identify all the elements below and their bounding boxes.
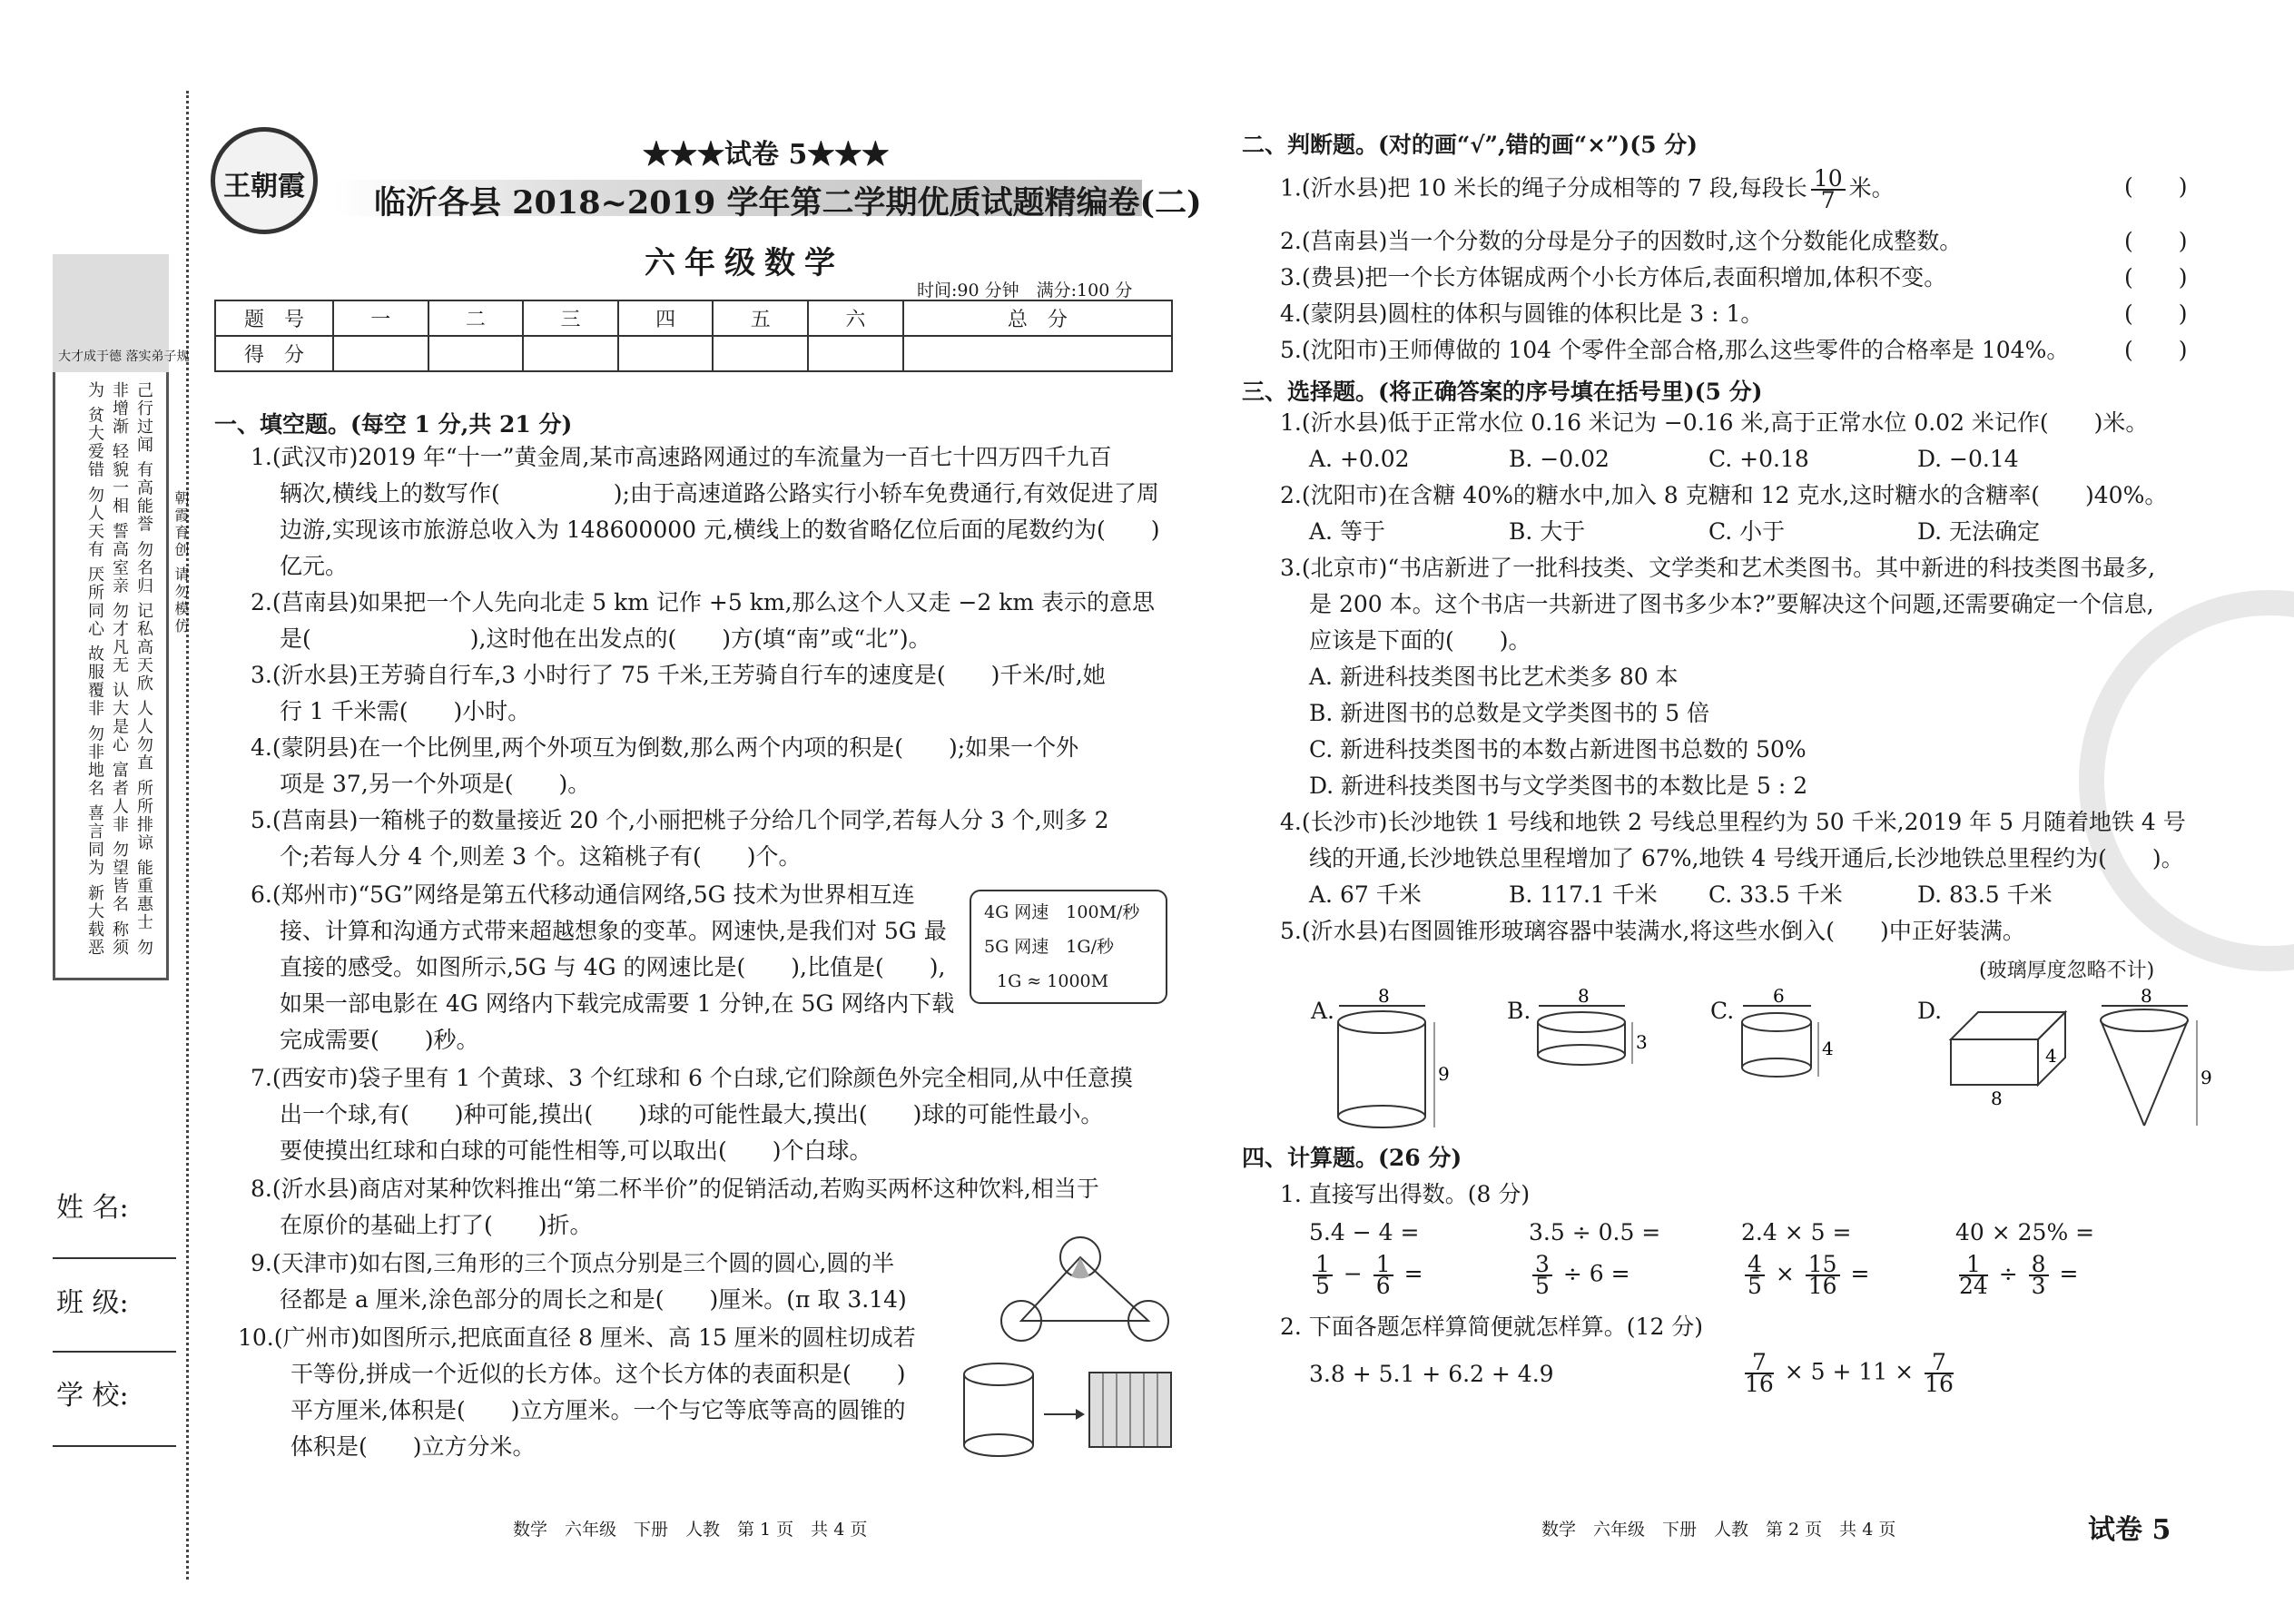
s2-q2-answer[interactable]: ( ) <box>2124 228 2188 254</box>
s2-q4-answer[interactable]: ( ) <box>2124 300 2188 327</box>
calc-8[interactable] <box>1955 1251 2079 1299</box>
frac-den: 5 <box>1315 1273 1330 1299</box>
section1-heading: 一、填空题。(每空 1 分,共 21 分) <box>214 411 573 438</box>
calc-7[interactable] <box>1741 1251 1870 1299</box>
s3-q5-note: (玻璃厚度忽略不计) <box>1979 960 2155 982</box>
fraction <box>2029 1251 2049 1299</box>
s3-q4-opt-a[interactable]: A. 67 千米 <box>1309 881 1422 908</box>
school-line[interactable] <box>53 1445 176 1447</box>
section4-heading: 四、计算题。(26 分) <box>1242 1145 1462 1171</box>
simplify-2[interactable] <box>1741 1349 1957 1397</box>
s3-q3-opt-b[interactable]: B. 新进图书的总数是文学类图书的 5 倍 <box>1309 700 1710 726</box>
s1-q1-line1: 1.(武汉市)2019 年“十一”黄金周,某市高速路网通过的车流量为一百七十四万四千九百 <box>251 444 1112 470</box>
calc-1[interactable]: 5.4 − 4 = <box>1309 1219 1420 1245</box>
frac-num: 1 <box>1373 1255 1393 1276</box>
fraction <box>1373 1251 1393 1299</box>
fig-d-cuboid <box>1947 1003 2074 1109</box>
s1-q10-line4: 体积是( )立方分米。 <box>290 1433 536 1460</box>
s3-q4-line1: 4.(长沙市)长沙地铁 1 号线和地铁 2 号线总里程约为 50 千米,2019 年 5 月随着地铁 4 号 <box>1280 809 2186 835</box>
footer-paper-tag: 试卷 5 <box>2088 1514 2171 1546</box>
fraction <box>1313 1251 1333 1299</box>
s1-q8-line2: 在原价的基础上打了( )折。 <box>280 1212 593 1238</box>
fig-c-width: 6 <box>1773 985 1785 1007</box>
fraction <box>1806 1251 1840 1299</box>
fig-a-label[interactable]: A. <box>1311 998 1335 1024</box>
score-header-cell: 总 分 <box>903 300 1172 336</box>
fraction <box>1532 1251 1552 1299</box>
s3-q2-opt-b[interactable]: B. 大于 <box>1509 518 1586 545</box>
operator: − <box>1343 1260 1363 1287</box>
equals: = <box>2059 1260 2079 1287</box>
score-header-cell: 题 号 <box>215 300 333 336</box>
footer-left: 数学 六年级 下册 人教 第 1 页 共 4 页 <box>513 1520 868 1540</box>
s3-q1-opt-d[interactable]: D. −0.14 <box>1917 446 2019 472</box>
calc-3[interactable]: 2.4 × 5 = <box>1741 1219 1852 1245</box>
motto-body: 己行过闻 有高能誉 勿名归 记私高天欣 人人勿直 所所排谅 能重惠士 勿非增渐 轻貌一相 誓高室亲 勿才凡无 认大是心 富者人非 勿望皆名 称须为 贫大爱错 勿人天有 厌所同心 故服覆非 勿非地名 喜言同为 新大载恶 <box>85 381 153 958</box>
simplify-1[interactable]: 3.8 + 5.1 + 6.2 + 4.9 <box>1309 1361 1554 1387</box>
frac-num: 7 <box>1745 1353 1774 1374</box>
frac-den: 16 <box>1745 1371 1774 1397</box>
three-circles-figure <box>999 1235 1171 1334</box>
school-label: 学 校: <box>56 1380 129 1412</box>
vertical-note: 朝霞育创 请勿模仿 <box>172 490 190 636</box>
time-info: 时间:90 分钟 满分:100 分 <box>917 281 1133 300</box>
frac-num: 1 <box>1959 1255 1988 1276</box>
s1-q2-line1: 2.(莒南县)如果把一个人先向北走 5 km 记作 +5 km,那么这个人又走 −2 km 表示的意思 <box>251 589 1156 615</box>
fig-a-cylinder <box>1334 985 1452 1144</box>
cone-width: 8 <box>2141 985 2152 1007</box>
s2-q1-unit: 米。 <box>1848 174 1895 202</box>
fig-c-cylinder <box>1738 985 1838 1107</box>
s3-q4-opt-d[interactable]: D. 83.5 千米 <box>1917 881 2053 908</box>
frac-num: 4 <box>1745 1255 1765 1276</box>
s1-q7-line1: 7.(西安市)袋子里有 1 个黄球、3 个红球和 6 个白球,它们除颜色外完全相同,从中任意摸 <box>251 1065 1133 1091</box>
fig-b-width: 8 <box>1578 985 1590 1007</box>
s1-q6-line4: 如果一部电影在 4G 网络内下载完成需要 1 分钟,在 5G 网络内下载 <box>280 990 955 1017</box>
s1-q2-line2: 是( ),这时他在出发点的( )方(填“南”或“北”)。 <box>280 625 931 652</box>
fraction <box>1925 1349 1954 1397</box>
score-header-cell: 六 <box>808 300 903 336</box>
motto-title: 大才成于德 落实弟子规 <box>58 349 190 364</box>
s1-q1-line2: 辆次,横线上的数写作( );由于高速道路公路实行小轿车免费通行,有效促进了周 <box>280 480 1159 507</box>
fig-a-height: 9 <box>1438 1063 1450 1085</box>
score-cell[interactable] <box>903 336 1172 371</box>
s2-q3: 3.(费县)把一个长方体锯成两个小长方体后,表面积增加,体积不变。 <box>1280 264 1947 290</box>
paper-title: 临沂各县 2018~2019 学年第二学期优质试题精编卷(二) <box>374 184 1202 221</box>
frac-den: 16 <box>1807 1273 1837 1299</box>
s3-q2-opt-c[interactable]: C. 小于 <box>1708 518 1786 545</box>
speed-4g: 4G 网速 100M/秒 <box>984 902 1140 922</box>
frac-den: 3 <box>2031 1273 2046 1299</box>
s3-q2-opt-d[interactable]: D. 无法确定 <box>1917 518 2041 545</box>
s1-q6-line3: 直接的感受。如图所示,5G 与 4G 的网速比是( ),比值是( ), <box>280 954 946 980</box>
cut-line <box>186 91 189 1580</box>
paper-tag: ★★★试卷 5★★★ <box>643 139 890 171</box>
fraction <box>1745 1349 1774 1397</box>
s3-q4-opt-c[interactable]: C. 33.5 千米 <box>1708 881 1843 908</box>
calc-6[interactable] <box>1529 1251 1630 1299</box>
s1-q9-line2: 径都是 a 厘米,涂色部分的周长之和是( )厘米。(π 取 3.14) <box>280 1286 907 1313</box>
score-header-cell: 二 <box>428 300 524 336</box>
frac-num: 8 <box>2029 1255 2049 1276</box>
subject-title: 六年级数学 <box>645 245 844 281</box>
s3-q3-opt-d[interactable]: D. 新进科技类图书与文学类图书的本数比是 5 : 2 <box>1309 773 1808 799</box>
frac-num: 7 <box>1925 1353 1954 1374</box>
frac-den: 7 <box>1820 187 1836 213</box>
fig-d-label[interactable]: D. <box>1917 998 1943 1024</box>
section3-heading: 三、选择题。(将正确答案的序号填在括号里)(5 分) <box>1242 379 1763 405</box>
s2-q1 <box>1280 165 1895 213</box>
calc-2[interactable]: 3.5 ÷ 0.5 = <box>1529 1219 1661 1245</box>
s1-q1-line3: 边游,实现该市旅游总收入为 148600000 元,横线上的数省略亿位后面的尾数约为( ) <box>280 517 1160 543</box>
score-header-cell: 三 <box>523 300 618 336</box>
s1-q10-line2: 干等份,拼成一个近似的长方体。这个长方体的表面积是( ) <box>290 1361 906 1387</box>
equals: = <box>1403 1260 1423 1287</box>
s3-q1-opt-a[interactable]: A. +0.02 <box>1309 446 1410 472</box>
frac-den: 6 <box>1375 1273 1391 1299</box>
s3-q3-line1: 3.(北京市)“书店新进了一批科技类、文学类和艺术类图书。其中新进的科技类图书最多, <box>1280 555 2156 581</box>
s1-q4-line2: 项是 37,另一个外项是( )。 <box>280 771 591 797</box>
frac-den: 5 <box>1535 1273 1550 1299</box>
score-table <box>214 300 1173 372</box>
score-header-cell: 一 <box>333 300 428 336</box>
s3-q2-opt-a[interactable]: A. 等于 <box>1309 518 1385 545</box>
s1-q10-line3: 平方厘米,体积是( )立方厘米。一个与它等底等高的圆锥的 <box>290 1397 906 1423</box>
s3-q3-opt-a[interactable]: A. 新进科技类图书比艺术类多 80 本 <box>1309 664 1679 690</box>
fig-b-height: 3 <box>1636 1031 1648 1053</box>
fig-d-width: 8 <box>1991 1088 2003 1109</box>
fig-a-width: 8 <box>1378 985 1390 1007</box>
name-line[interactable] <box>53 1257 176 1259</box>
s3-q3-line3: 应该是下面的( )。 <box>1309 627 1531 654</box>
s1-q3-line1: 3.(沂水县)王芳骑自行车,3 小时行了 75 千米,王芳骑自行车的速度是( )千米/时,她 <box>251 662 1106 688</box>
s1-q6-line1: 6.(郑州市)“5G”网络是第五代移动通信网络,5G 技术为世界相互连 <box>251 881 915 908</box>
s3-q1-opt-b[interactable]: B. −0.02 <box>1509 446 1610 472</box>
frac-den: 5 <box>1748 1273 1762 1299</box>
score-cell[interactable] <box>523 336 618 371</box>
operator: ÷ 6 = <box>1562 1260 1630 1287</box>
s2-q2: 2.(莒南县)当一个分数的分母是分子的因数时,这个分数能化成整数。 <box>1280 228 1963 254</box>
s2-q4: 4.(蒙阴县)圆柱的体积与圆锥的体积比是 3 : 1。 <box>1280 300 1764 327</box>
frac-num: 10 <box>1811 169 1846 191</box>
s3-q1-opt-c[interactable]: C. +0.18 <box>1708 446 1809 472</box>
s1-q7-line3: 要使摸出红球和白球的可能性相等,可以取出( )个白球。 <box>280 1137 872 1164</box>
s2-q5-answer[interactable]: ( ) <box>2124 337 2188 363</box>
name-label: 姓 名: <box>56 1192 129 1224</box>
frac-den: 16 <box>1925 1371 1954 1397</box>
speed-conversion: 1G ≈ 1000M <box>997 971 1109 991</box>
s1-q7-line2: 出一个球,有( )种可能,摸出( )球的可能性最大,摸出( )球的可能性最小。 <box>280 1101 1104 1127</box>
s2-q1-fraction <box>1811 165 1846 213</box>
s4-p1-title: 1. 直接写出得数。(8 分) <box>1280 1181 1531 1207</box>
frac-num: 1 <box>1313 1255 1333 1276</box>
score-header-cell: 五 <box>713 300 808 336</box>
frac-num: 3 <box>1532 1255 1552 1276</box>
cone-height: 9 <box>2200 1067 2212 1088</box>
s2-q1-text: 1.(沂水县)把 10 米长的绳子分成相等的 7 段,每段长 <box>1280 174 1807 202</box>
logo-text: 王朝霞 <box>223 171 305 202</box>
score-cell[interactable] <box>333 336 428 371</box>
cone-container-figure <box>2097 985 2224 1144</box>
class-line[interactable] <box>53 1351 176 1353</box>
frac-num: 15 <box>1806 1255 1840 1276</box>
fig-c-label[interactable]: C. <box>1710 998 1735 1024</box>
s3-q3-line2: 是 200 本。这个书店一共新进了图书多少本?”要解决这个问题,还需要确定一个信息, <box>1309 591 2154 617</box>
s3-q4-line2: 线的开通,长沙地铁总里程增加了 67%,地铁 4 号线开通后,长沙地铁总里程约为( )。 <box>1309 845 2184 871</box>
s1-q4-line1: 4.(蒙阴县)在一个比例里,两个外项互为倒数,那么两个内项的积是( );如果一个外 <box>251 734 1079 761</box>
calc-5[interactable] <box>1309 1251 1423 1299</box>
fraction <box>1745 1251 1765 1299</box>
s1-q3-line2: 行 1 千米需( )小时。 <box>280 698 531 724</box>
s1-q10-line1: 10.(广州市)如图所示,把底面直径 8 厘米、高 15 厘米的圆柱切成若 <box>238 1324 916 1351</box>
s1-q9-line1: 9.(天津市)如右图,三角形的三个顶点分别是三个圆的圆心,圆的半 <box>251 1250 895 1276</box>
fraction <box>1959 1251 1988 1299</box>
operator: ÷ <box>1998 1260 2018 1287</box>
watermark-seal <box>2079 590 2294 971</box>
fig-c-height: 4 <box>1822 1038 1834 1059</box>
score-row-label: 得 分 <box>215 336 333 371</box>
score-cell[interactable] <box>618 336 714 371</box>
s3-q2: 2.(沈阳市)在含糖 40%的糖水中,加入 8 克糖和 12 克水,这时糖水的含糖率( )40%。 <box>1280 482 2168 508</box>
s1-q6-line5: 完成需要( )秒。 <box>280 1027 479 1053</box>
score-header-cell: 四 <box>618 300 714 336</box>
s1-q5-line2: 个;若每人分 4 个,则差 3 个。这箱桃子有( )个。 <box>280 843 802 870</box>
s2-q5: 5.(沈阳市)王师傅做的 104 个零件全部合格,那么这些零件的合格率是 104%。 <box>1280 337 2070 363</box>
equals: = <box>1850 1260 1870 1287</box>
network-speed-box <box>970 890 1167 1004</box>
s1-q6-line2: 接、计算和沟通方式带来超越想象的变革。网速快,是我们对 5G 最 <box>280 918 947 944</box>
operator: × <box>1775 1260 1795 1287</box>
score-cell[interactable] <box>808 336 903 371</box>
s1-q1-line4: 亿元。 <box>280 553 349 579</box>
s3-q5: 5.(沂水县)右图圆锥形玻璃容器中装满水,将这些水倒入( )中正好装满。 <box>1280 918 2025 944</box>
class-label: 班 级: <box>56 1287 129 1319</box>
s3-q1: 1.(沂水县)低于正常水位 0.16 米记为 −0.16 米,高于正常水位 0.02 米记作( )米。 <box>1280 409 2149 436</box>
score-cell[interactable] <box>428 336 524 371</box>
footer-right: 数学 六年级 下册 人教 第 2 页 共 4 页 <box>1541 1520 1896 1540</box>
s2-q3-answer[interactable]: ( ) <box>2124 264 2188 290</box>
cylinder-cut-figure <box>962 1362 1180 1462</box>
fig-d-height: 4 <box>2045 1045 2057 1067</box>
score-cell[interactable] <box>713 336 808 371</box>
s3-q4-opt-b[interactable]: B. 117.1 千米 <box>1509 881 1658 908</box>
s1-q8-line1: 8.(沂水县)商店对某种饮料推出“第二杯半价”的促销活动,若购买两杯这种饮料,相当于 <box>251 1176 1099 1202</box>
frac-den: 24 <box>1959 1273 1988 1299</box>
section2-heading: 二、判断题。(对的画“√”,错的画“×”)(5 分) <box>1242 132 1698 158</box>
s4-p2-title: 2. 下面各题怎样算简便就怎样算。(12 分) <box>1280 1314 1704 1340</box>
calc-4[interactable]: 40 × 25% = <box>1955 1219 2095 1245</box>
operator: × 5 + 11 × <box>1784 1358 1915 1385</box>
speed-5g: 5G 网速 1G/秒 <box>984 937 1114 957</box>
fig-b-cylinder <box>1534 985 1652 1098</box>
fig-b-label[interactable]: B. <box>1507 998 1531 1024</box>
s2-q1-answer[interactable]: ( ) <box>2124 173 2188 200</box>
s3-q3-opt-c[interactable]: C. 新进科技类图书的本数占新进图书总数的 50% <box>1309 736 1807 763</box>
s1-q5-line1: 5.(莒南县)一箱桃子的数量接近 20 个,小丽把桃子分给几个同学,若每人分 3 个,则多 2 <box>251 807 1109 833</box>
